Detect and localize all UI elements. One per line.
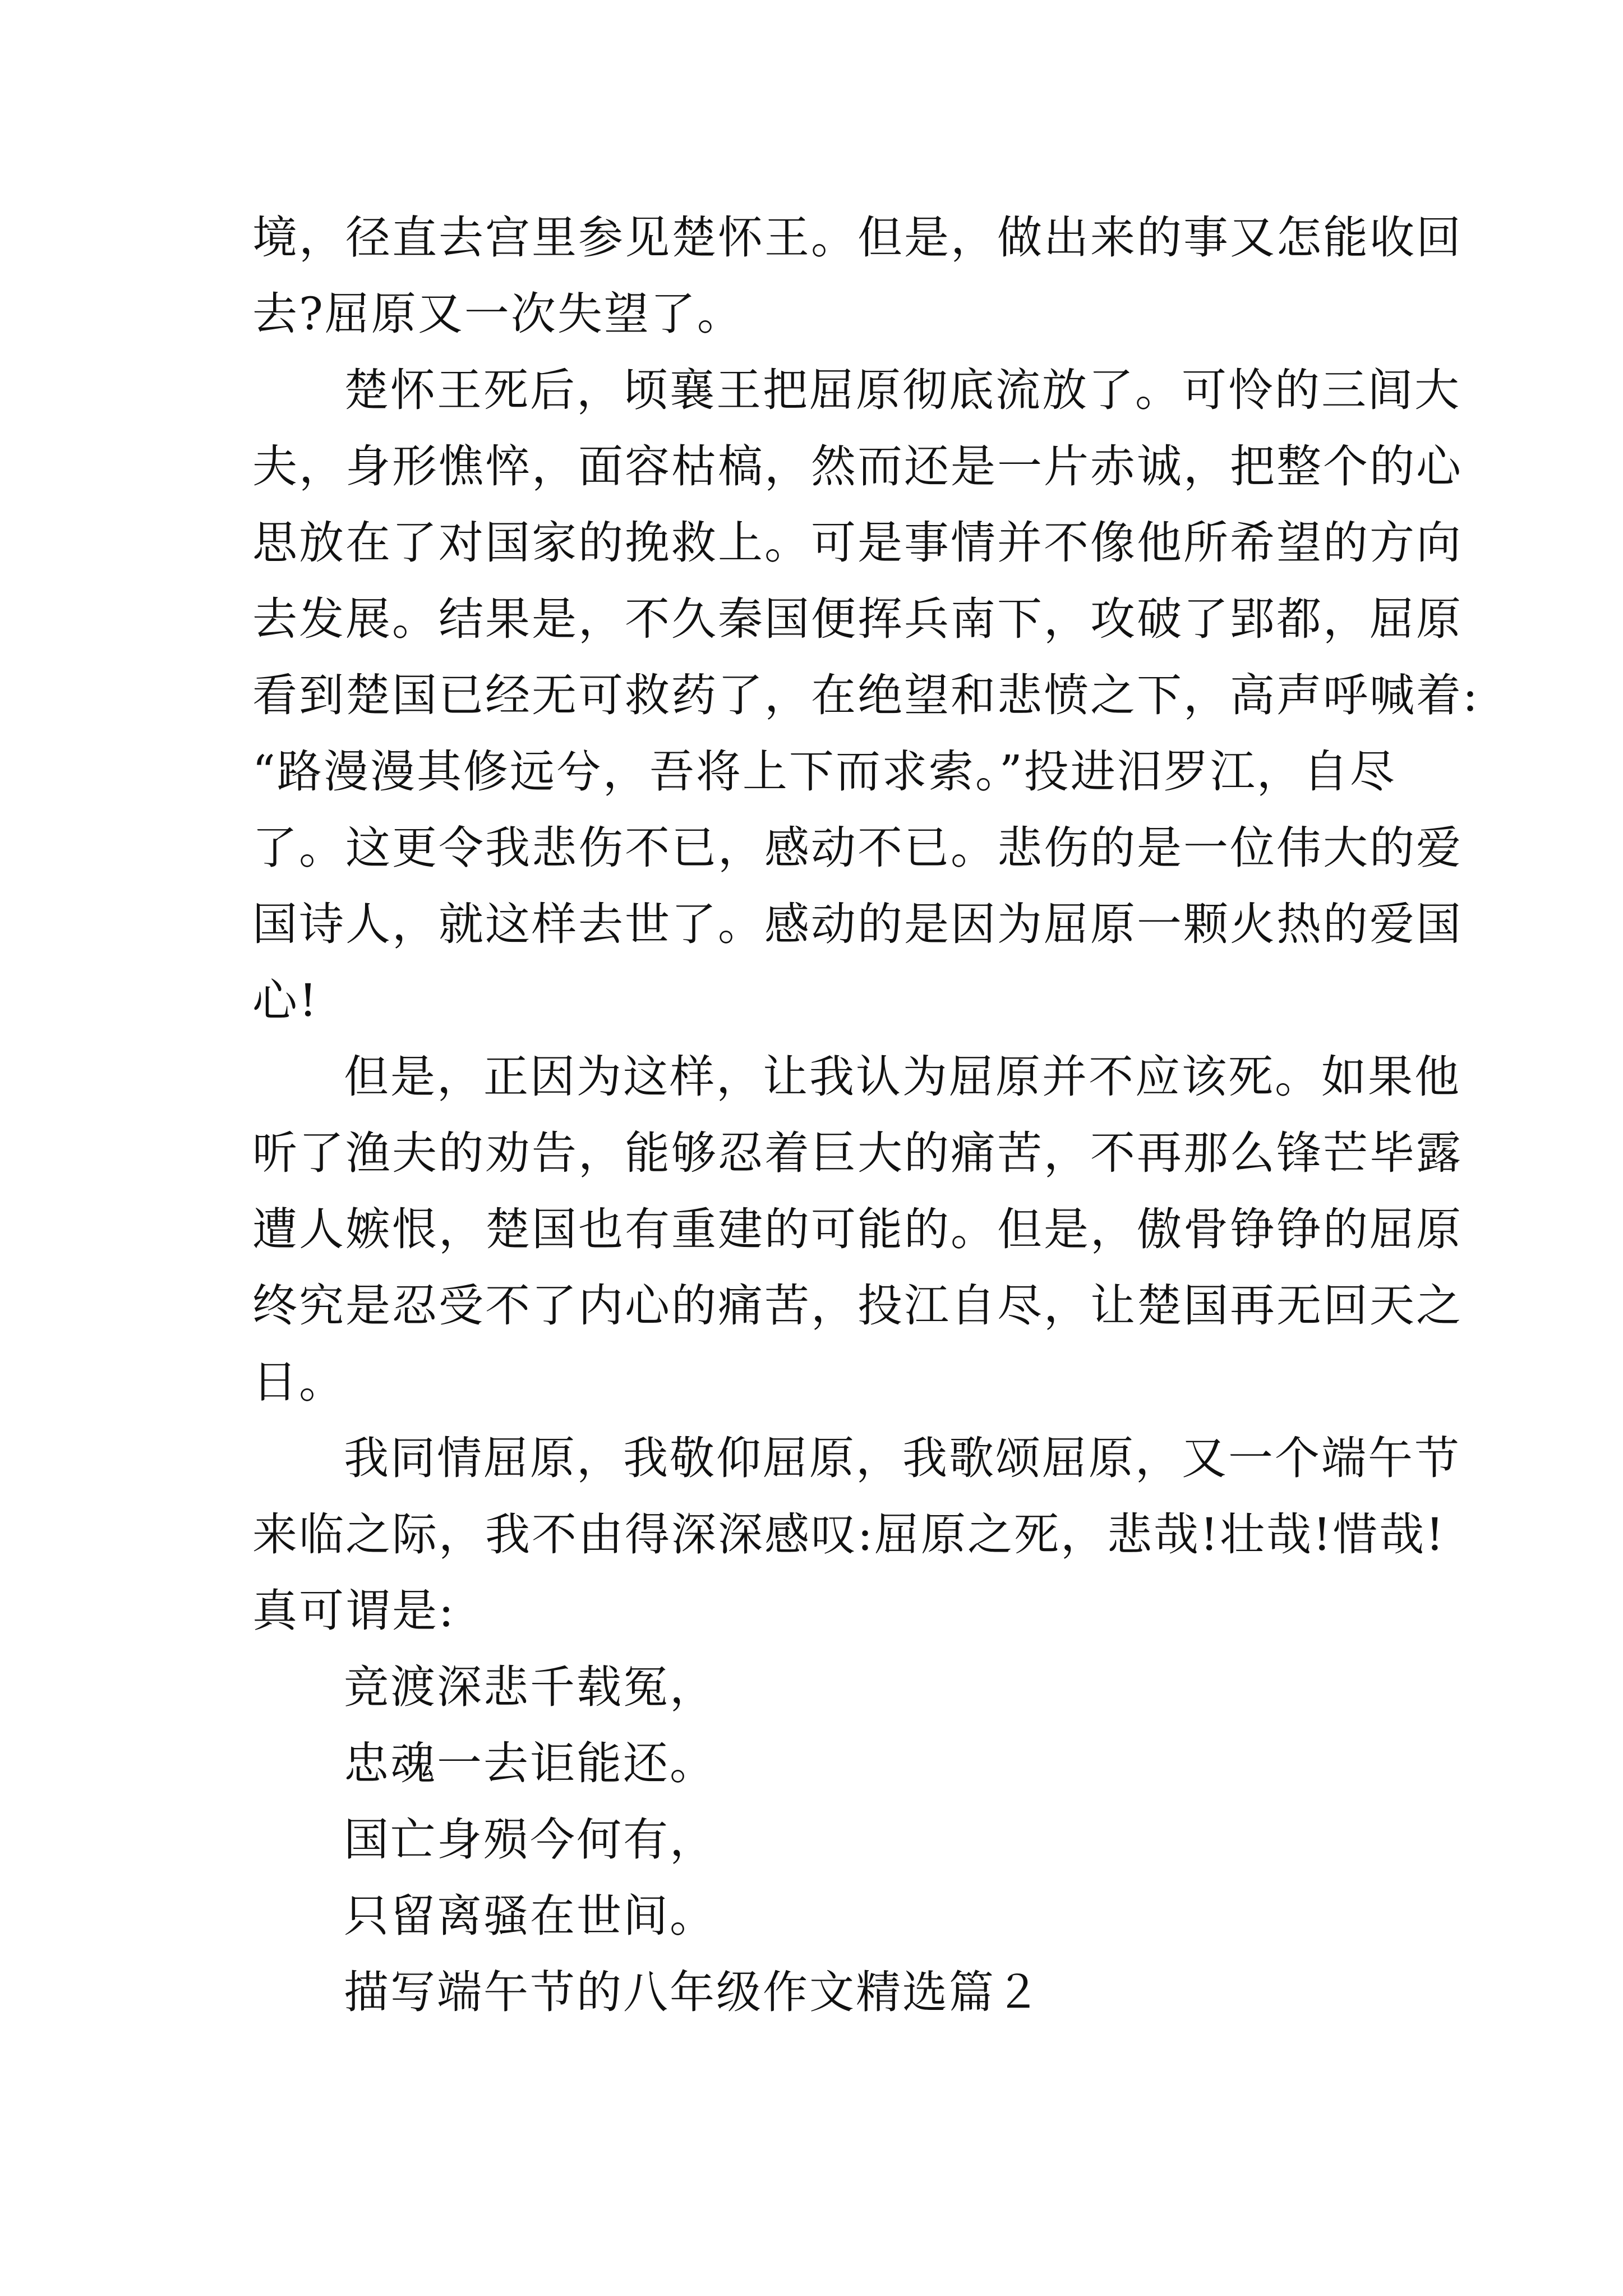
text-line: 去?屈原又一次失望了。: [252, 288, 744, 340]
text-line: 日。: [252, 1356, 345, 1408]
poem-line: 只留离骚在世间。: [344, 1890, 716, 1942]
text-line: 终究是忍受不了内心的痛苦，投江自尽，让楚国再无回天之: [252, 1280, 1463, 1332]
paragraph-2: [252, 352, 1479, 1039]
poem-line: 忠魂一去讵能还。: [344, 1737, 716, 1789]
paragraph-4: [252, 1420, 1461, 1649]
text-line: 我同情屈原，我敬仰屈原，我歌颂屈原，又一个端午节: [344, 1432, 1461, 1484]
text-line: 真可谓是:: [252, 1585, 455, 1637]
text-line: 国诗人，就这样去世了。感动的是因为屈原一颗火热的爱国: [252, 898, 1463, 950]
poem-line: 国亡身殒今何有，: [344, 1814, 716, 1866]
text-line: 来临之际，我不由得深深感叹:屈原之死，悲哉!壮哉!惜哉!: [252, 1508, 1446, 1561]
document-body: [252, 200, 1479, 2031]
text-line: 境，径直去宫里参见楚怀王。但是，做出来的事又怎能收回: [252, 211, 1463, 264]
paragraph-3: [252, 1039, 1463, 1420]
paragraph-1: [252, 200, 1463, 352]
poem: [252, 1649, 1388, 1954]
text-line: 听了渔夫的劝告，能够忍着巨大的痛苦，不再那么锋芒毕露: [252, 1127, 1463, 1179]
text-line: 去发展。结果是，不久秦国便挥兵南下，攻破了郢都，屈原: [252, 593, 1463, 645]
text-line: 但是，正因为这样，让我认为屈原并不应该死。如果他: [344, 1051, 1461, 1103]
section-heading-text: 描写端午节的八年级作文精选篇２: [344, 1966, 1042, 2018]
text-line: “路漫漫其修远兮，吾将上下而求索。”投进汨罗江，自尽: [252, 746, 1396, 798]
text-line: 夫，身形憔悴，面容枯槁，然而还是一片赤诚，把整个的心: [252, 440, 1463, 493]
text-line: 思放在了对国家的挽救上。可是事情并不像他所希望的方向: [252, 517, 1463, 569]
text-line: 楚怀王死后，顷襄王把屈原彻底流放了。可怜的三闾大: [344, 364, 1461, 416]
section-heading: [252, 1954, 1388, 2031]
text-line: 遭人嫉恨，楚国也有重建的可能的。但是，傲骨铮铮的屈原: [252, 1203, 1463, 1255]
poem-line: 竞渡深悲千载冤，: [344, 1661, 716, 1713]
text-line: 心!: [252, 974, 319, 1027]
text-line: 了。这更令我悲伤不已，感动不已。悲伤的是一位伟大的爱: [252, 822, 1463, 874]
text-line: 看到楚国已经无可救药了，在绝望和悲愤之下，高声呼喊着:: [252, 669, 1479, 721]
